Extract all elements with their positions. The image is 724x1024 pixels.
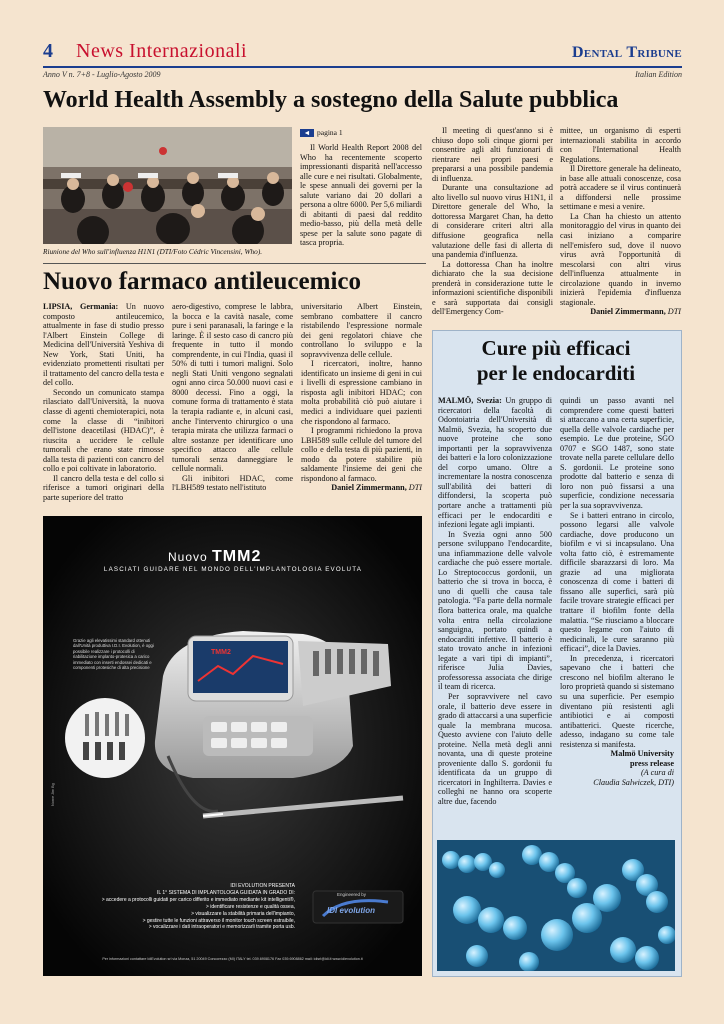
ad-features	[73, 883, 295, 931]
article1-headline: World Health Assembly a sostegno della Salute pubblica	[43, 87, 619, 113]
article2-signature: Daniel Zimmermann, DTI	[331, 483, 422, 493]
article3-curated: (A cura di	[640, 768, 674, 778]
article1-col3-p2: Il Direttore generale ha delineato, in base alle attuali conoscenze, cosa potrà accadere se il virus continuerà a diffondersi nelle prossime settimane e mesi a venire.	[560, 164, 681, 212]
article1-col1-text: Il World Health Report 2008 del Who ha recentemente scoperto impressionanti disparità nell'accesso alle cure e nei risultati. Globalmente, le spese annuali dei governi per la salute variano dai 20 dollari a persona a oltre 6000. Per 5,6 miliardi di abitanti di paesi dal reddito medio-basso, più della metà delle spese per la salute sono pagate di tasca propria.	[300, 143, 422, 248]
pagina-link[interactable]	[300, 128, 343, 137]
article3-source-1: Malmö University	[610, 749, 674, 759]
article1-col1	[300, 143, 422, 248]
photo-caption: Riunione del Who sull'influenza H1N1 (DTI/Foto Cédric Vincensini, Who).	[43, 247, 263, 256]
edition-label: Italian Edition	[635, 70, 682, 79]
article3-dateline: MALMÖ, Svezia:	[438, 396, 502, 405]
ad-tagline: LASCIATI GUIDARE NEL MONDO DELL'IMPLANTOLOGIA EVOLUTA	[103, 566, 363, 573]
article1-col2-p1: Il meeting di quest'anno si è chiuso dopo soli cinque giorni per consentire agli alti funzionari di rientrare nei propri paesi e prepararsi a una possibile pandemia di influenza.	[432, 126, 553, 183]
article3-col1-p3: Per sopravvivere nel cavo orale, il batterio deve essere in grado di attaccarsi a una superficie quale la membrana mucosa. Questo avviene con l'aiuto delle proteine. Nella metà degli anni novanta, una di queste proteine proveniente dallo S. gordonii fu identificata da un gruppo di ricercatori in Inghilterra. Davies e colleghi ne hanno ora scoperte altre due, facendo	[438, 691, 552, 806]
article2-col1	[43, 302, 164, 502]
ad-brand: Nuovo TMM2	[168, 548, 262, 565]
article2-col2-p1: aero-digestivo, comprese le labbra, la bocca e la cavità nasale, come pure i seni paranasali, la faringe e la laringe. È il sesto caso di cancro più frequente in tutto il mondo comprendente, in cui l'India, quasi il 50% di tutti i tumori maligni. Solo negli Stati Uniti vengono segnalati ogni anno circa 50.000 nuovi casi e 8000 decessi. Fino a oggi, la comune forma di trattamento è stata la terapia radiante e, in alcuni casi, anche l'intervento chirurgico o una terapia mirata che utilizza farmaci o altre sostanze per identificare uno specifico attacco alle cellule tumorali senza danneggiare le cellule normali.	[172, 302, 293, 474]
article1-col3	[560, 126, 681, 317]
article1-col3-p3: La Chan ha chiesto un attento monitoraggio del virus in quanto dei casi iniziano a comparire nell'emisfero sud, dove il nuovo virus avrà l'opportunità di mescolarsi con altri virus dell'influenza attualmente in circolazione quando in inverno inizierà l'epidemia d'influenza stagionale.	[560, 211, 681, 307]
article2-col1-p1: LIPSIA, Germania: Un nuovo composto antileucemico, attualmente in fase di studio presso l'Albert Einstein College di Medicina dell'Università Yeshiva di New York, Stati Uniti, ha evidenziato promettenti risultati per il trattamento del cancro della testa e del collo.	[43, 302, 164, 388]
pagina-link-label: pagina 1	[317, 128, 343, 137]
article2-col1-p2: Secondo un comunicato stampa rilasciato dall'Università, la nuova classe di agenti chemioterapici, nota come la classe di “inibitori dell'istone deacetilasi (HDAC)”, è riuscita a uccidere le cellule tumorali che erano state rimosse dalla testa di pazienti con cancro del collo e poi coltivate in laboratorio.	[43, 387, 164, 474]
brand-logo: Dental Tribune	[571, 44, 682, 61]
article2-col2	[172, 302, 293, 493]
article2-dateline: LIPSIA, Germania:	[43, 302, 119, 311]
article1-col3-p1: mittee, un organismo di esperti internazionali stabilita in accordo con l'International Health Regulations.	[560, 126, 681, 164]
article1-col2-p3: La dottoressa Chan ha inoltre dichiarato che la sua decisione prenderà in considerazione tutte le informazioni scientifiche disponibili e sarà supportata dai consigli dell'Emergency Com-	[432, 259, 553, 317]
article3-col2	[560, 396, 674, 787]
article1-col2	[432, 126, 553, 317]
article3-col1-p2: In Svezia ogni anno 500 persone sviluppano l'endocardite, una infiammazione delle valvole cardiache che può essere mortale. Lo Streptococcus gordonii, un batterio che si trova in bocca, è uno di quelli che causa tale patologia. “Fa parte della normale flora batterica orale, ma qualche volta entra nella circolazione sanguigna, portato quindi a endocarditi infettive. Il batterio è stato trovato anche in infezioni legate a vari tipi di impianti”, riferisce Julia Davies, professoressa associata che dirige il team di ricerca.	[438, 529, 552, 692]
article3-col1-p1: MALMÖ, Svezia: Un gruppo di ricercatori della facoltà di Odontoiatria dell'Università di Malmö, Svezia, ha scoperto due nuove proteine che sono importanti per la sopravvivenza dei batteri e la loro colonizzazione del corpo umano. Oltre a incrementare la nostra conoscenza sull'abilità dei batteri di diffondersi, la scoperta può portare anche a trattamenti più efficaci per le endocarditi e infezioni legate agli impianti.	[438, 396, 552, 530]
ad-engineered: Engineered by	[337, 892, 367, 897]
article3-col2-p2: Se i batteri entrano in circolo, possono legarsi alle valvole cardiache, dove producono un biofilm e vi si incapsulano. Una volta fatto ciò, è estremamente difficile sbarazzarsi di loro. Ma grazie ad una migliorata conoscenza di come i batteri di fissano alle superfici, sarà più facile trovare strategie efficaci per trattare il biofilm fonte della malattia. “Se riusciamo a bloccare questo legame con l'aiuto di medicinali, le cure saranno più efficaci”, dice la Davies.	[560, 510, 674, 654]
article1-col2-p2: Durante una consultazione ad alto livello sul nuovo virus H1N1, il Direttore generale del Who, la dottoressa Margaret Chan, ha detto di considerare criteri altri alla diffusione geografica nella valutazione delle fasi di allerta di una pandemia d'influenza.	[432, 183, 553, 260]
article3-col1	[438, 396, 552, 807]
article2-col3-p1: universitario Albert Einstein, sembrano combattere il cancro ristabilendo l'espressione normale dei geni regolatori chiave che controllano lo sviluppo e la sopravvivenza delle cellule.	[301, 302, 422, 359]
advertisement[interactable]	[43, 516, 422, 976]
ad-screen-text: TMM2	[211, 649, 231, 656]
bacteria-illustration	[437, 840, 675, 971]
bacteria-image	[437, 840, 675, 971]
article3-col2-p3: In precedenza, i ricercatori sapevano che i batteri che crescono nel biofilm alterano le loro proprietà quando si sistemano su una superficie. Per esempio diventano più resistenti agli antibiotici e ai composti antibatterici. Queste ricerche, adesso, indagano su come tale resistenza si manifesta.	[560, 653, 674, 749]
article2-col3	[301, 302, 422, 493]
ad-presents-1: IDI EVOLUTION PRESENTA	[230, 883, 295, 889]
article3-curator: Claudia Salwiczek, DTI)	[593, 777, 674, 787]
meeting-photo-image	[43, 127, 292, 244]
ad-footer: Per informazioni contattare IdiEvolution srl via Monza, 51 20049 Concorezzo (MI) ITALY tel. 039.6908176 Fax 039.6908862 mail: idisrl@idi.it www.idievolution.it	[102, 957, 363, 961]
article2-col1-p3: Il cancro della testa e del collo si riferisce a tumori originari della parte superiore del tratto	[43, 473, 164, 502]
meeting-photo	[43, 127, 292, 244]
article3-col2-p1: quindi un passo avanti nel comprendere come questi batteri si attaccano a una certa superficie, quella delle valvole cardiache per esempio. Le due proteine, SGO 0707 e SGO 1487, sono state trovate nella parete cellulare dello S. gordonii. Le proteine sono prodotte dal batterio e senza di loro non può fissarsi a una superficie, condizione necessaria per la sua sopravvivenza.	[560, 396, 674, 511]
issue-info: Anno V n. 7+8 - Luglio-Agosto 2009	[43, 70, 161, 79]
article3-source-2: press release	[629, 758, 674, 768]
ad-bullet: > visualizzare la stabilità primaria dell'impianto,	[191, 910, 295, 917]
ad-bullet: > identificare resistenze e qualità ossea,	[205, 903, 295, 910]
ad-photo-credit: Nome Jim Bg	[51, 783, 55, 806]
ad-presents-2: IL 1° SISTEMA DI IMPLANTOLOGIA GUIDATA IN GRADO DI:	[157, 889, 295, 896]
ad-bullet: > vocalizzare i dati intraoperatori e memorizzarli tramite porta usb.	[148, 924, 295, 931]
idi-logo: IDI evolution	[327, 906, 375, 915]
header-rule	[43, 66, 682, 68]
article2-headline: Nuovo farmaco antileucemico	[43, 268, 361, 295]
page-number: 4	[43, 40, 53, 62]
section-title: News Internazionali	[76, 40, 248, 62]
article2-col2-p2: Gli inibitori HDAC, come l'LBH589 testato nell'istituto	[172, 473, 293, 493]
ad-bullet: > accedere a protocolli guidati per carico differito e immediato mediante kit intelligenti®,	[101, 896, 295, 903]
article1-signature: Daniel Zimmermann, DTI	[590, 307, 681, 317]
arrow-left-icon: ◄	[300, 129, 314, 137]
article3-headline: Cure più efficaci per le endocarditi	[476, 336, 636, 385]
article2-col3-p3: I programmi richiedono la prova LBH589 sulle cellule del tumore del collo e della testa di più pazienti, in modo da potere stabilire più saldamente l'insieme dei geni che rispondono al farmaco.	[301, 426, 422, 483]
ad-bullet: > gestire tutte le funzioni attraverso il monitor touch screen estraibile,	[142, 917, 295, 924]
section-divider	[43, 263, 426, 264]
ad-side-text: Grazie agli elevatissimi standard ottenuti dall'Unità produttiva I.D.I. Evolution, è oggi possibile realizzare i protocolli di riabilitazione implanto-protesica a carico immediato con inserti endossei dedicati e componenti protesiche di alta precisione	[73, 638, 154, 671]
article2-col3-p2: I ricercatori, inoltre, hanno identificato un insieme di geni in cui i livelli di espressione cambiano in risposta agli inibitori HDAC; con molta probabilità ciò può aiutare i medici a individuare quei pazienti che rispondono al farmaco.	[301, 359, 422, 426]
